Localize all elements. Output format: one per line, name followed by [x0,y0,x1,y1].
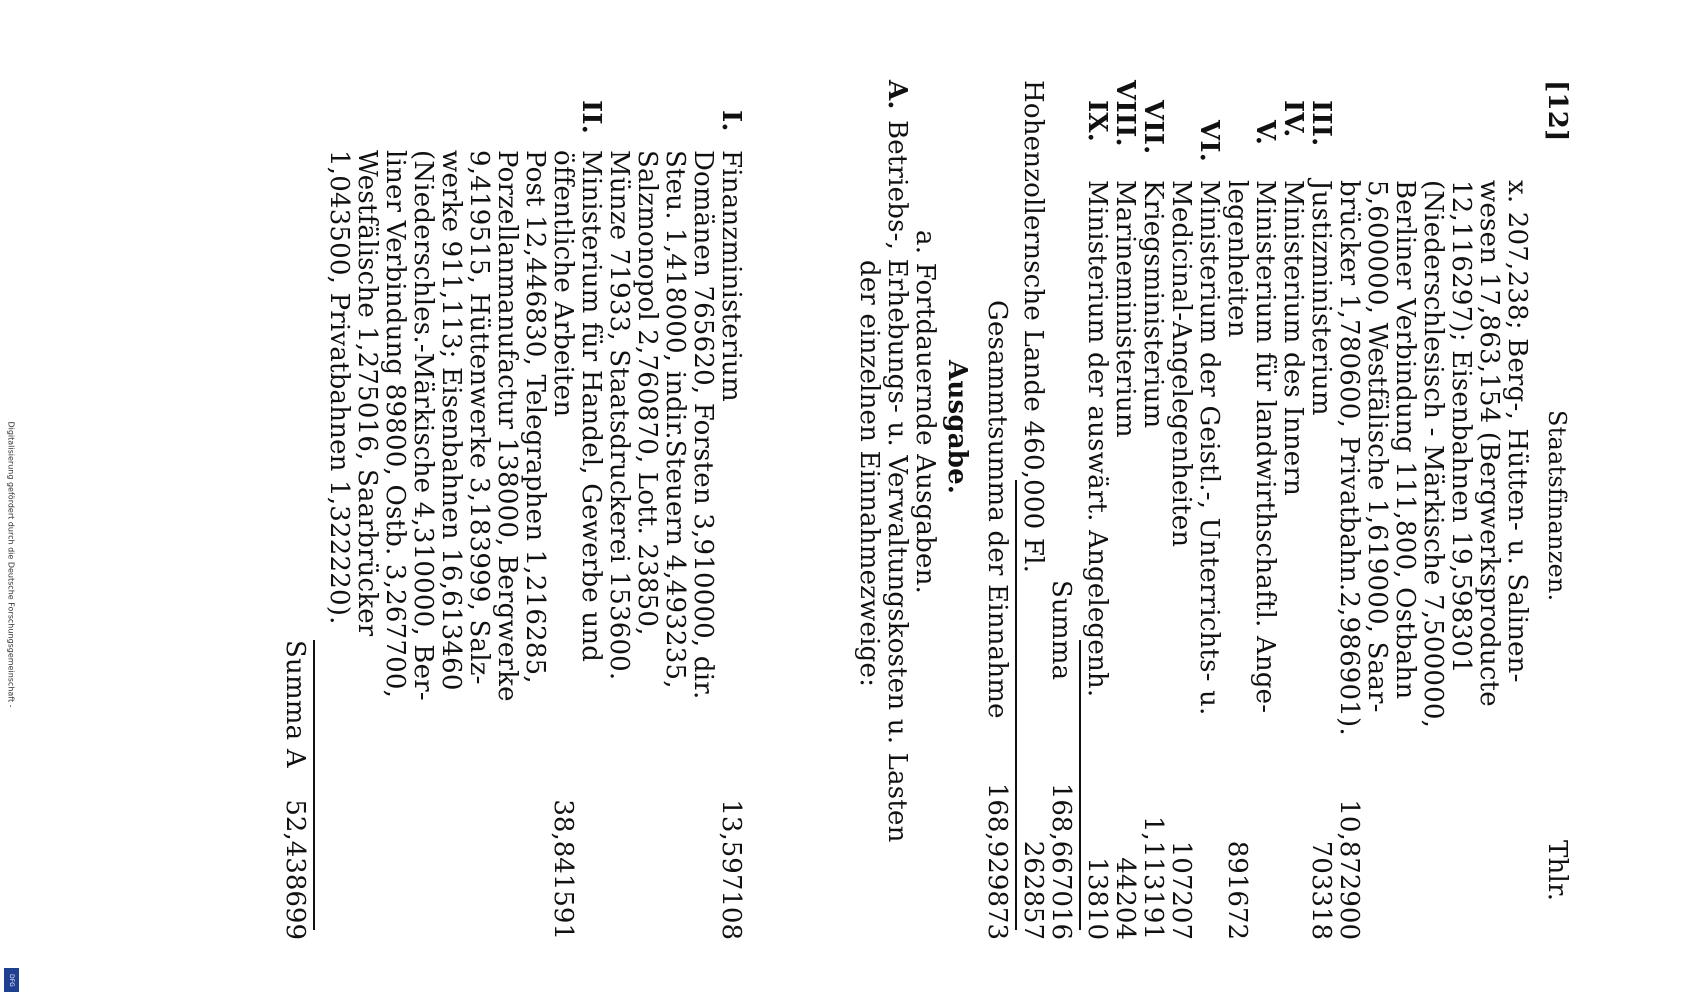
section-numeral: III. [1306,100,1336,147]
text-line: brücker 1,780600, Privatbahn.2,986901). [1334,180,1364,736]
amount: 10,872900 [1334,799,1364,940]
text-line: 12,116297); Eisenbahnen 19,598301 [1446,180,1476,674]
text-line: liner Verbindung 89800, Ostb. 3,267700, [380,150,410,699]
section-heading: Ausgabe. [942,360,972,495]
text-line: (Niederschles.-Märkische 4,310000, Ber- [408,150,438,701]
sum-rule [1015,480,1017,930]
text-line: (Niederschlesisch - Märkische 7,500000, [1418,180,1448,729]
text-line: Steu. 1,418000, indir.Steuern 4,493235, [660,150,690,689]
section-numeral: IV. [1278,100,1308,138]
text-line: x. 207,238; Berg-, Hütten- u. Salinen- [1502,180,1532,683]
text-line: Westfälische 1,275016, Saarbrücker [352,150,382,637]
text-line: Marineministerium [1110,180,1140,438]
text-line: 5,600000, Westfälische 1,619000, Saar- [1362,180,1392,713]
amount: 107207 [1166,840,1196,940]
summa-label: Summa A [280,640,310,768]
text-line: Gesammtsumma der Einnahme [982,300,1012,719]
text-line: Ministerium der auswärt. Angelegenh. [1082,180,1112,698]
text-line: Domänen 765620, Forsten 3,910000, dir. [688,150,718,700]
page-number: [12] [1542,80,1572,142]
amount: 262857 [1018,840,1048,940]
section-heading: a. Fortdauernde Ausgaben. [910,230,940,594]
section-letter: A. [882,80,912,110]
text-line: Ministerium der Geistl.-, Unterrichts- u. [1194,180,1224,716]
dfg-logo: DFG [4,968,19,992]
amount: 168,667016 [1046,782,1076,940]
section-numeral: VI. [1194,120,1224,162]
text-line: Medicinal-Angelegenheiten [1166,180,1196,548]
amount: 703318 [1306,840,1336,940]
text-line: öffentliche Arbeiten [548,150,578,418]
amount: 44204 [1110,857,1140,940]
text-line: Ministerium für landwirthschaftl. Ange- [1250,180,1280,714]
text-line: Betriebs-, Erhebungs- u. Verwaltungskosten u. Lasten [882,120,912,843]
text-line: Salzmonopol 2,760870, Lott. 23850, [632,150,662,636]
text-line: 1,043500, Privatbahnen 1,322220). [324,150,354,625]
amount: 13,597108 [716,799,746,940]
text-line: Münze 71933, Staatsdruckerei 153600. [604,150,634,681]
amount: 1,113191 [1138,815,1168,940]
text-line: Porzellanmanufactur 138000, Bergwerke [492,150,522,702]
text-line: Berliner Verbindung 111,800, Ostbahn [1390,180,1420,700]
section-numeral: II. [576,100,606,134]
amount: 38,841591 [548,799,578,940]
text-line: Finanzministerium [716,150,746,402]
document-page [855,80,1575,940]
text-line: der einzelnen Einnahmezweige: [854,260,884,688]
amount: 52,438699 [280,799,310,940]
text-line: werke 911,113; Eisenbahnen 16,613460 [436,150,466,691]
text-line: Post 12,446830, Telegraphen 1,216285, [520,150,550,684]
sum-rule [313,640,315,930]
amount: 13810 [1082,857,1112,940]
currency-label: Thlr. [1542,840,1572,902]
section-numeral: I. [716,110,746,132]
funding-note: Digitalisierung gefördert durch die Deutsche Forschungsgemeinschaft - [6,421,16,708]
text-line: Justizministerium [1306,180,1336,416]
running-head: Staatsfinanzen. [1543,410,1571,602]
text-line: Ministerium des Innern [1278,180,1308,496]
summa-label: Summa [1046,580,1076,681]
text-line: Hohenzollernsche Lande 460,000 Fl. [1018,80,1048,574]
text-line: 9,419515, Hüttenwerke 3,183999, Salz- [464,150,494,685]
amount: 891672 [1222,840,1252,940]
text-line: Kriegsministerium [1138,180,1168,429]
section-numeral: VIII. [1110,80,1140,147]
section-numeral: IX. [1082,100,1112,142]
text-line: Ministerium für Handel, Gewerbe und [576,150,606,663]
text-line: wesen 17,863,154 (Bergwerksproducte [1474,180,1504,707]
text-line: legenheiten [1222,180,1252,338]
sum-rule [1079,640,1081,930]
document-page-cont [25,80,745,940]
section-numeral: V. [1250,120,1280,146]
section-numeral: VII. [1138,100,1168,155]
amount: 168,929873 [982,782,1012,940]
digitization-sidebar [0,0,22,1000]
